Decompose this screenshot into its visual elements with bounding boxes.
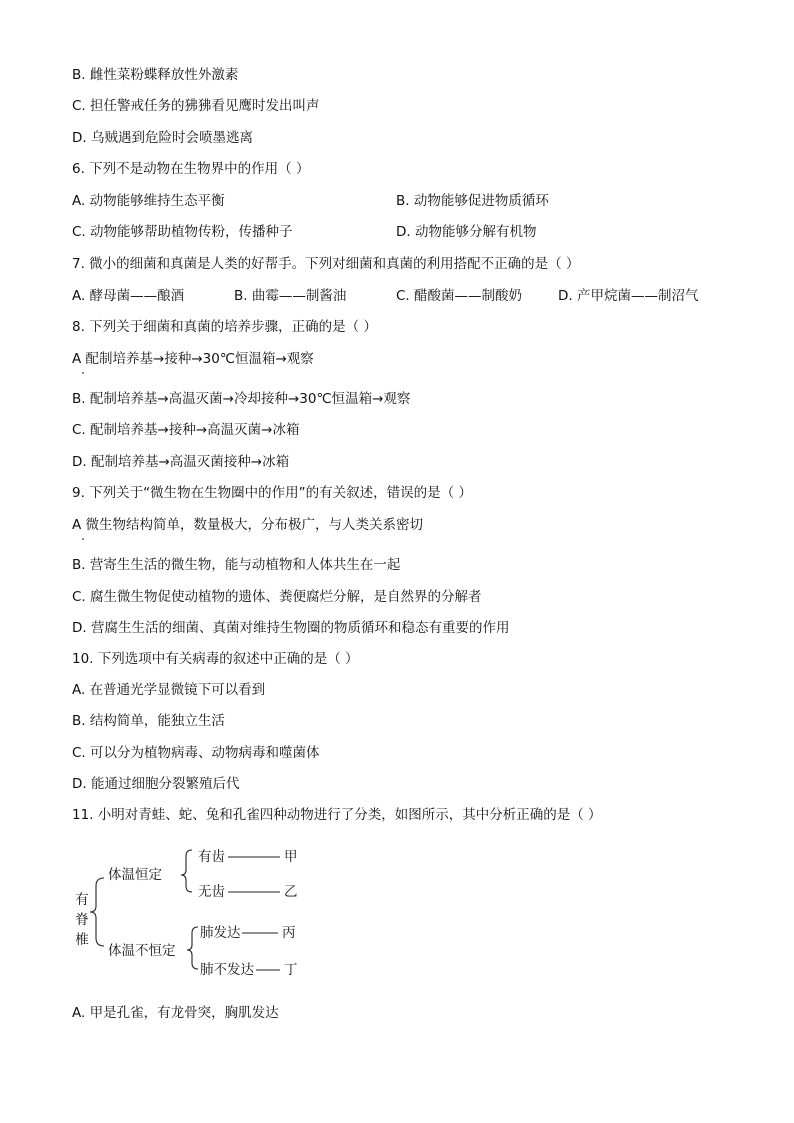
q6-option-d: D. 动物能够分解有机物 <box>396 224 537 240</box>
q10-option-b: B. 结构简单，能独立生活 <box>72 713 225 729</box>
q6-stem: 6. 下列不是动物在生物界中的作用（ ） <box>72 161 310 177</box>
q5-option-b: B. 雌性菜粉蝶释放性外激素 <box>72 67 239 83</box>
stray-dot <box>82 372 84 374</box>
q10-option-d: D. 能通过细胞分裂繁殖后代 <box>72 776 240 792</box>
q7-option-c: C. 醋酸菌——制酸奶 <box>396 288 523 304</box>
stray-dot <box>82 538 84 540</box>
q10-option-c: C. 可以分为植物病毒、动物病毒和噬菌体 <box>72 745 320 761</box>
leaf-no-teeth: 无齿 <box>198 884 225 900</box>
q5-option-c: C. 担任警戒任务的狒狒看见鹰时发出叫声 <box>72 98 320 114</box>
leaf-with-teeth: 有齿 <box>198 849 225 865</box>
root-char-3: 椎 <box>75 932 89 948</box>
q7-option-b: B. 曲霉——制酱油 <box>234 288 347 304</box>
leaf-lungs-developed: 肺发达 <box>200 925 241 941</box>
root-char-1: 有 <box>75 892 89 908</box>
q7-stem: 7. 微小的细菌和真菌是人类的好帮手。下列对细菌和真菌的利用搭配不正确的是（ ） <box>72 256 580 272</box>
q9-option-d: D. 营腐生生活的细菌、真菌对维持生物圈的物质循环和稳态有重要的作用 <box>72 620 510 636</box>
q7-option-d: D. 产甲烷菌——制沼气 <box>558 288 699 304</box>
root-char-2: 脊 <box>75 912 89 928</box>
q10-option-a: A. 在普通光学显微镜下可以看到 <box>72 682 266 698</box>
q5-option-d: D. 乌贼遇到危险时会喷墨逃离 <box>72 130 253 146</box>
q11-stem: 11. 小明对青蛙、蛇、兔和孔雀四种动物进行了分类，如图所示，其中分析正确的是（ ） <box>72 807 602 823</box>
q8-stem: 8. 下列关于细菌和真菌的培养步骤，正确的是（ ） <box>72 319 377 335</box>
q8-option-a: A 配制培养基→接种→30℃恒温箱→观察 <box>72 351 314 367</box>
q10-stem: 10. 下列选项中有关病毒的叙述中正确的是（ ） <box>72 651 359 667</box>
q8-option-d: D. 配制培养基→高温灭菌接种→冰箱 <box>72 454 290 470</box>
leaf-lungs-underdeveloped: 肺不发达 <box>200 962 254 978</box>
q6-option-b: B. 动物能够促进物质循环 <box>396 193 549 209</box>
q11-option-a: A. 甲是孔雀，有龙骨突，胸肌发达 <box>72 1005 279 1021</box>
end-yi: 乙 <box>284 884 298 900</box>
q6-option-c: C. 动物能够帮助植物传粉，传播种子 <box>72 224 293 240</box>
branch-warm-blooded: 体温恒定 <box>108 867 162 883</box>
end-jia: 甲 <box>284 849 298 865</box>
branch-cold-blooded: 体温不恒定 <box>108 943 176 959</box>
q9-stem: 9. 下列关于“微生物在生物圈中的作用”的有关叙述，错误的是（ ） <box>72 485 472 501</box>
end-ding: 丁 <box>284 962 298 978</box>
classification-diagram <box>70 840 330 980</box>
q9-option-c: C. 腐生微生物促使动植物的遗体、粪便腐烂分解，是自然界的分解者 <box>72 589 482 605</box>
q6-option-a: A. 动物能够维持生态平衡 <box>72 193 225 209</box>
q9-option-b: B. 营寄生生活的微生物，能与动植物和人体共生在一起 <box>72 557 401 573</box>
q8-option-c: C. 配制培养基→接种→高温灭菌→冰箱 <box>72 422 300 438</box>
end-bing: 丙 <box>282 925 296 941</box>
q8-option-b: B. 配制培养基→高温灭菌→冷却接种→30℃恒温箱→观察 <box>72 391 411 407</box>
q9-option-a: A 微生物结构简单，数量极大，分布极广，与人类关系密切 <box>72 517 424 533</box>
q7-option-a: A. 酵母菌——酿酒 <box>72 288 185 304</box>
